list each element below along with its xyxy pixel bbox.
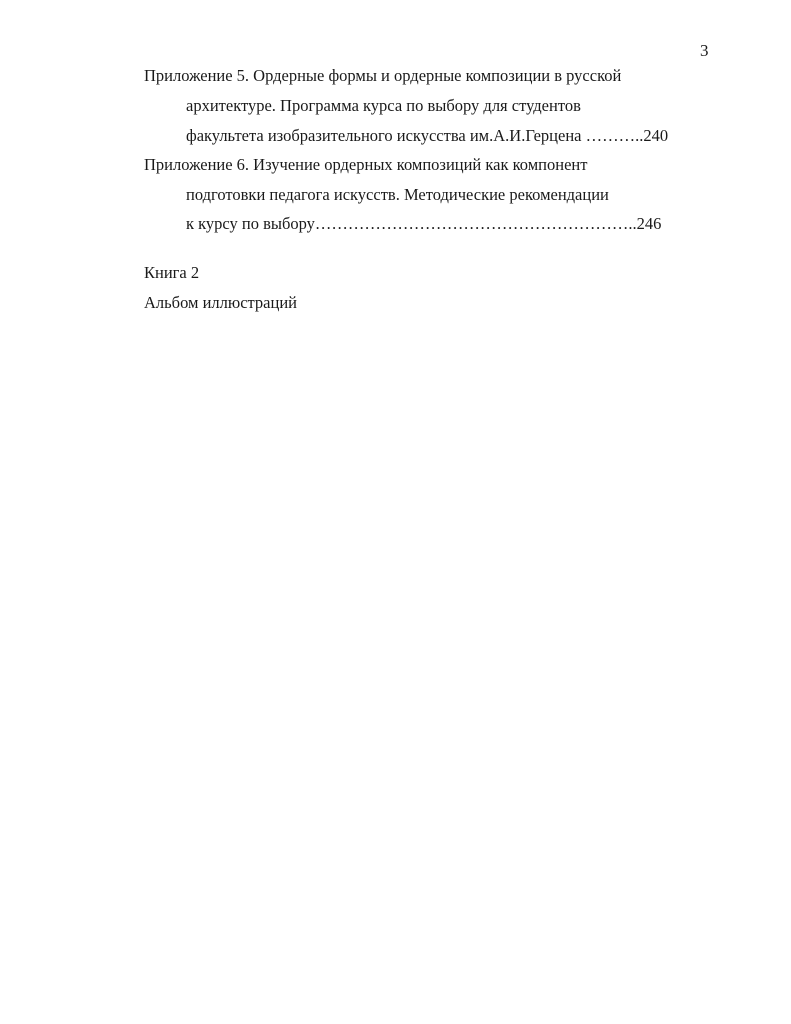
illustration-album-heading: Альбом иллюстраций: [144, 293, 297, 312]
toc-appendix-6-line-3: к курсу по выбору…………………………………………………..246: [186, 214, 662, 233]
toc-appendix-5-line-2: архитектуре. Программа курса по выбору для студентов: [186, 96, 581, 115]
toc-appendix-6-line-2: подготовки педагога искусств. Методические рекомендации: [186, 185, 609, 204]
page-number: 3: [700, 41, 709, 60]
book-2-heading: Книга 2: [144, 263, 200, 282]
toc-appendix-5-line-1: Приложение 5. Ордерные формы и ордерные композиции в русской: [144, 66, 622, 85]
toc-appendix-6-line-1: Приложение 6. Изучение ордерных композиций как компонент: [144, 155, 588, 174]
toc-appendix-5-line-3: факультета изобразительного искусства им.А.И.Герцена ………..240: [186, 126, 669, 145]
